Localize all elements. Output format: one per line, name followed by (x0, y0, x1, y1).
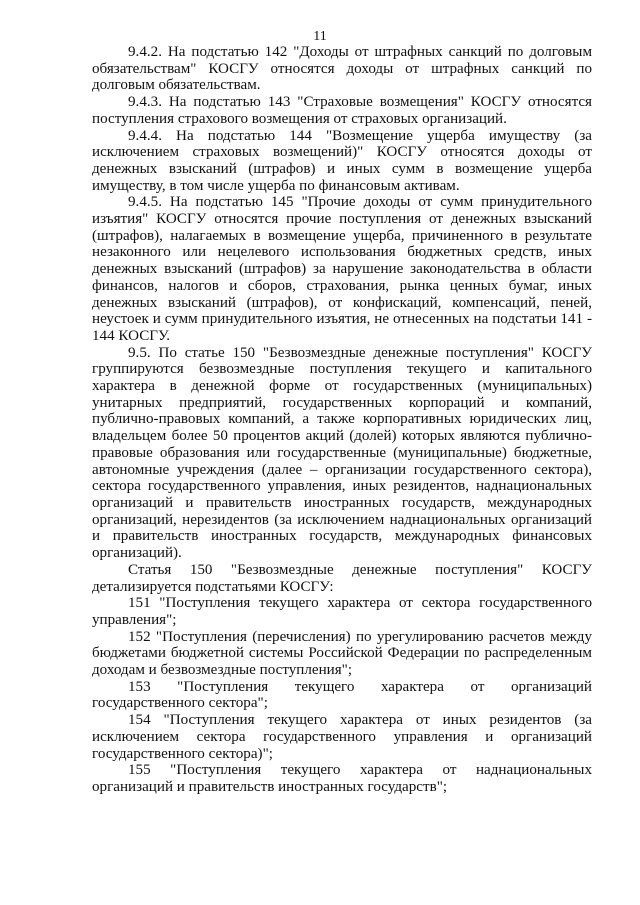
list-item-153: 153 "Поступления текущего характера от организаций государственного сектора"; (92, 678, 592, 712)
paragraph-9-4-5: 9.4.5. На подстатью 145 "Прочие доходы от сумм принудительного изъятия" КОСГУ относятся прочие поступления от денежных взысканий (штрафов), налагаемых в возмещение ущерба, причиненного в результате незаконного или нецелевого использования бюджетных средств, иных денежных взысканий (штрафов) за нарушение законодательства в области финансов, налогов и сборов, страхования, рынка ценных бумаг, иных денежных взысканий (штрафов), от конфискаций, компенсаций, пеней, неустоек и сумм принудительного изъятия, не отнесенных на подстатьи 141 - 144 КОСГУ. (92, 194, 592, 344)
paragraph-9-4-4: 9.4.4. На подстатью 144 "Возмещение ущерба имуществу (за исключением страховых возмещений)" КОСГУ относятся доходы от денежных взысканий (штрафов) и иных сумм в возмещение ущерба имуществу, в том числе ущерба по финансовым активам. (92, 127, 592, 194)
list-item-152: 152 "Поступления (перечисления) по урегулированию расчетов между бюджетами бюджетной системы Российской Федерации по распределенным доходам и безвозмездные поступления"; (92, 628, 592, 679)
list-item-155: 155 "Поступления текущего характера от наднациональных организаций и правительств иностранных государств"; (92, 762, 592, 795)
document-body (92, 44, 592, 796)
page-number: 11 (313, 29, 327, 44)
paragraph-9-4-3: 9.4.3. На подстатью 143 "Страховые возмещения" КОСГУ относятся поступления страхового возмещения от страховых организаций. (92, 94, 592, 127)
paragraph-9-4-2: 9.4.2. На подстатью 142 "Доходы от штрафных санкций по долговым обязательствам" КОСГУ относятся доходы от штрафных санкций по долговым обязательствам. (92, 44, 592, 94)
list-item-154: 154 "Поступления текущего характера от иных резидентов (за исключением сектора государственного управления и организаций государственного сектора)"; (92, 712, 592, 762)
list-item-151: 151 "Поступления текущего характера от сектора государственного управления"; (92, 595, 592, 628)
paragraph-article-150-intro: Статья 150 "Безвозмездные денежные поступления" КОСГУ детализируется подстатьями КОСГУ: (92, 561, 592, 595)
paragraph-9-5: 9.5. По статье 150 "Безвозмездные денежные поступления" КОСГУ группируются безвозмездные поступления текущего и капитального характера в денежной форме от государственных (муниципальных) унитарных предприятий, государственных корпораций и компаний, публично-правовых компаний, а также корпоративных юридических лиц, владельцем более 50 процентов акций (долей) которых являются публично-правовые образования или государственные (муниципальные) бюджетные, автономные учреждения (далее – организации государственного сектора), сектора государственного управления, иных резидентов, наднациональных организаций и правительств иностранных государств, международных организаций, нерезидентов (за исключением наднациональных организаций и правительств иностранных государств, международных финансовых организаций). (92, 344, 592, 562)
